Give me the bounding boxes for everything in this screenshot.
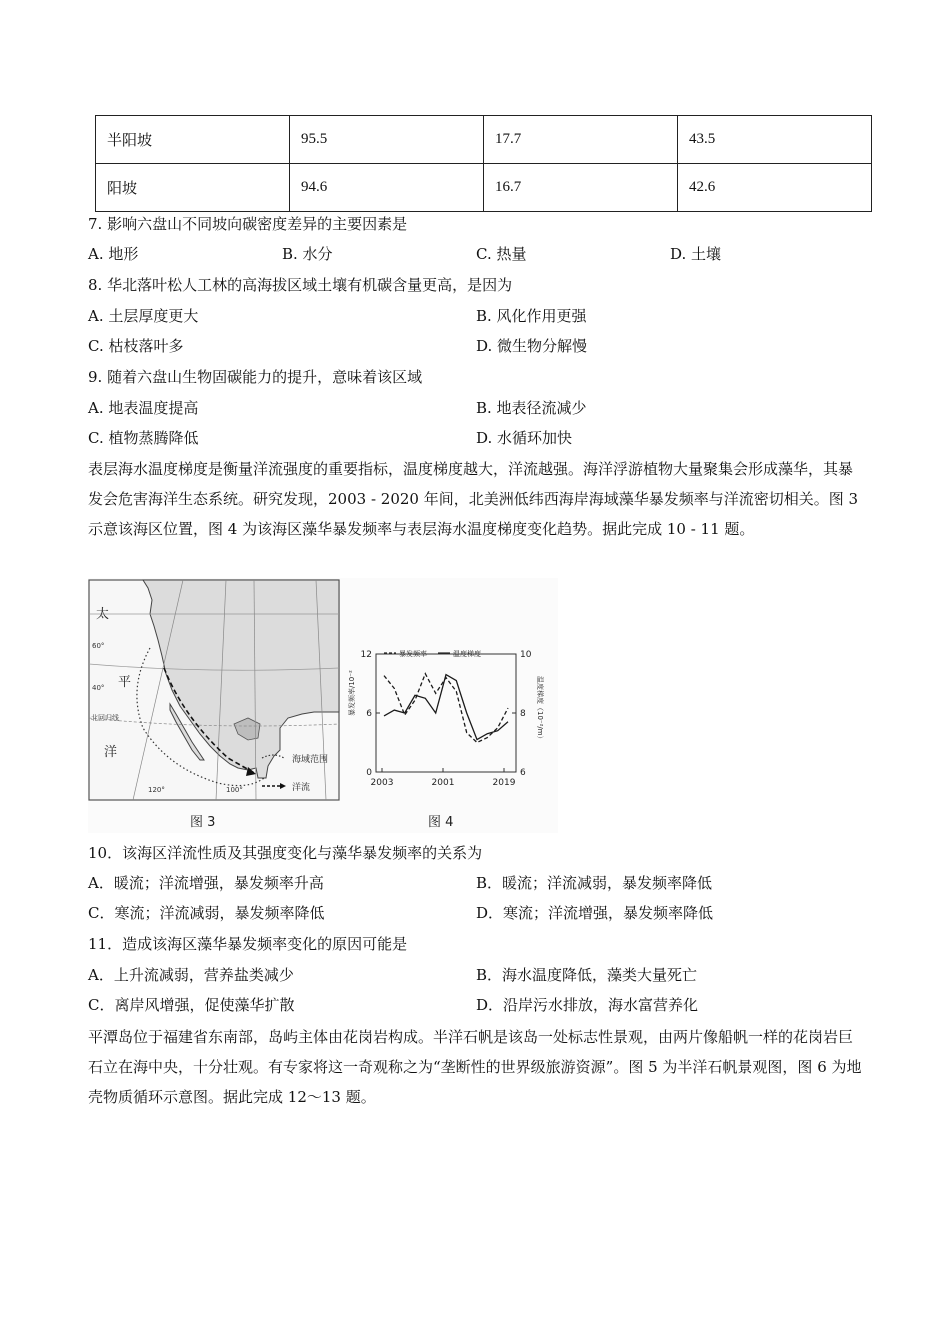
figures-svg xyxy=(88,578,558,833)
figure-3-4 xyxy=(88,578,558,833)
table-cell: 17.7 xyxy=(484,116,678,164)
q11-stem: 11．造成该海区藻华暴发频率变化的原因可能是 xyxy=(88,935,408,953)
data-table xyxy=(95,115,872,212)
map-label-tropic: 北回归线 xyxy=(91,714,119,722)
passage-ocean-current: 表层海水温度梯度是衡量洋流强度的重要指标，温度梯度越大，洋流越强。海洋浮游植物大量聚集会形成藻华，其暴发会危害海洋生态系统。研究发现，2003 - 2020 年间，北美洲低纬西海岸海域藻华暴发频率与洋流密切相关。图 3 示意该海区位置，图 4 为该海区藻华暴发频率与表层海水温度梯度变化趋势。据此完成 10 - 11 题。 xyxy=(88,460,859,538)
table-cell: 43.5 xyxy=(678,116,872,164)
q7-option-b: B. 水分 xyxy=(282,245,333,263)
q9-option-d: D. 水循环加快 xyxy=(476,429,573,447)
legend-current: 洋流 xyxy=(292,783,311,793)
x-tick-label: 2003 xyxy=(370,778,394,788)
map-label-lon100: 100° xyxy=(226,786,243,794)
table-cell: 94.6 xyxy=(290,164,484,212)
table-row xyxy=(96,164,872,212)
series-line-grad xyxy=(384,675,508,740)
table-cell: 16.7 xyxy=(484,164,678,212)
x-tick-label: 2019 xyxy=(492,778,516,788)
q7-option-c: C. 热量 xyxy=(476,245,527,263)
map-label-yang: 洋 xyxy=(104,745,118,760)
figure-4-caption: 图 4 xyxy=(428,815,454,830)
q11-option-c: C．离岸风增强，促使藻华扩散 xyxy=(88,996,295,1014)
chart-plot-area xyxy=(376,654,516,772)
y-left-label: 暴发频率/10⁻² xyxy=(348,670,356,716)
figure-3-map xyxy=(89,580,339,830)
series-line-freq xyxy=(384,674,508,743)
q10-option-d: D．寒流；洋流增强，暴发频率降低 xyxy=(476,904,714,922)
q11-option-a: A．上升流减弱，营养盐类减少 xyxy=(88,966,294,984)
q8-option-d: D. 微生物分解慢 xyxy=(476,337,588,355)
table-row xyxy=(96,116,872,164)
table-cell: 半阳坡 xyxy=(96,116,290,164)
q8-option-a: A. 土层厚度更大 xyxy=(88,307,199,325)
table-cell: 42.6 xyxy=(678,164,872,212)
map-label-tai: 太 xyxy=(96,607,110,622)
passage-pingtan: 平潭岛位于福建省东南部，岛屿主体由花岗岩构成。半洋石帆是该岛一处标志性景观，由两片像船帆一样的花岗岩巨石立在海中央，十分壮观。有专家将这一奇观称之为“垄断性的世界级旅游资源”。图 5 为半洋石帆景观图，图 6 为地壳物质循环示意图。据此完成 12～13 题。 xyxy=(88,1028,862,1106)
figure-3-caption: 图 3 xyxy=(190,815,216,830)
q9-option-c: C. 植物蒸腾降低 xyxy=(88,429,199,447)
q7-option-d: D. 土壤 xyxy=(670,245,722,263)
chart-series xyxy=(384,674,508,743)
map-label-lat60: 60° xyxy=(92,642,105,650)
q9-option-b: B. 地表径流减少 xyxy=(476,399,587,417)
q10-option-b: B．暖流；洋流减弱，暴发频率降低 xyxy=(476,874,713,892)
q9-stem: 9. 随着六盘山生物固碳能力的提升，意味着该区域 xyxy=(88,368,423,386)
q11-option-d: D．沿岸污水排放，海水富营养化 xyxy=(476,996,699,1014)
map-label-lat40: 40° xyxy=(92,684,105,692)
q7-option-a: A. 地形 xyxy=(88,245,139,263)
chart-ticks xyxy=(361,650,532,788)
q7-stem: 7. 影响六盘山不同坡向碳密度差异的主要因素是 xyxy=(88,215,408,233)
y-right-tick-label: 10 xyxy=(520,650,532,660)
q10-option-c: C．寒流；洋流减弱，暴发频率降低 xyxy=(88,904,325,922)
table-cell: 阳坡 xyxy=(96,164,290,212)
table-cell: 95.5 xyxy=(290,116,484,164)
legend-freq: 暴发频率 xyxy=(399,650,427,658)
y-right-tick-label: 6 xyxy=(520,768,526,778)
legend-grad: 温度梯度 xyxy=(453,650,481,658)
q8-option-b: B. 风化作用更强 xyxy=(476,307,587,325)
y-right-tick-label: 8 xyxy=(520,709,526,719)
q8-option-c: C. 枯枝落叶多 xyxy=(88,337,184,355)
q8-stem: 8. 华北落叶松人工林的高海拔区域土壤有机碳含量更高，是因为 xyxy=(88,276,513,294)
map-label-lon120: 120° xyxy=(148,786,165,794)
y-left-tick-label: 6 xyxy=(366,709,372,719)
y-right-label: 温度梯度（10⁻²/m） xyxy=(536,676,544,743)
figure-4-chart xyxy=(347,649,545,830)
y-left-tick-label: 12 xyxy=(360,650,372,660)
q10-option-a: A．暖流；洋流增强，暴发频率升高 xyxy=(88,874,324,892)
q9-option-a: A. 地表温度提高 xyxy=(88,399,199,417)
x-tick-label: 2001 xyxy=(431,778,455,788)
y-left-tick-label: 0 xyxy=(366,768,372,778)
map-label-ping: 平 xyxy=(118,675,132,690)
q10-stem: 10．该海区洋流性质及其强度变化与藻华暴发频率的关系为 xyxy=(88,844,483,862)
q11-option-b: B．海水温度降低，藻类大量死亡 xyxy=(476,966,698,984)
legend-sea-area: 海域范围 xyxy=(292,755,329,765)
